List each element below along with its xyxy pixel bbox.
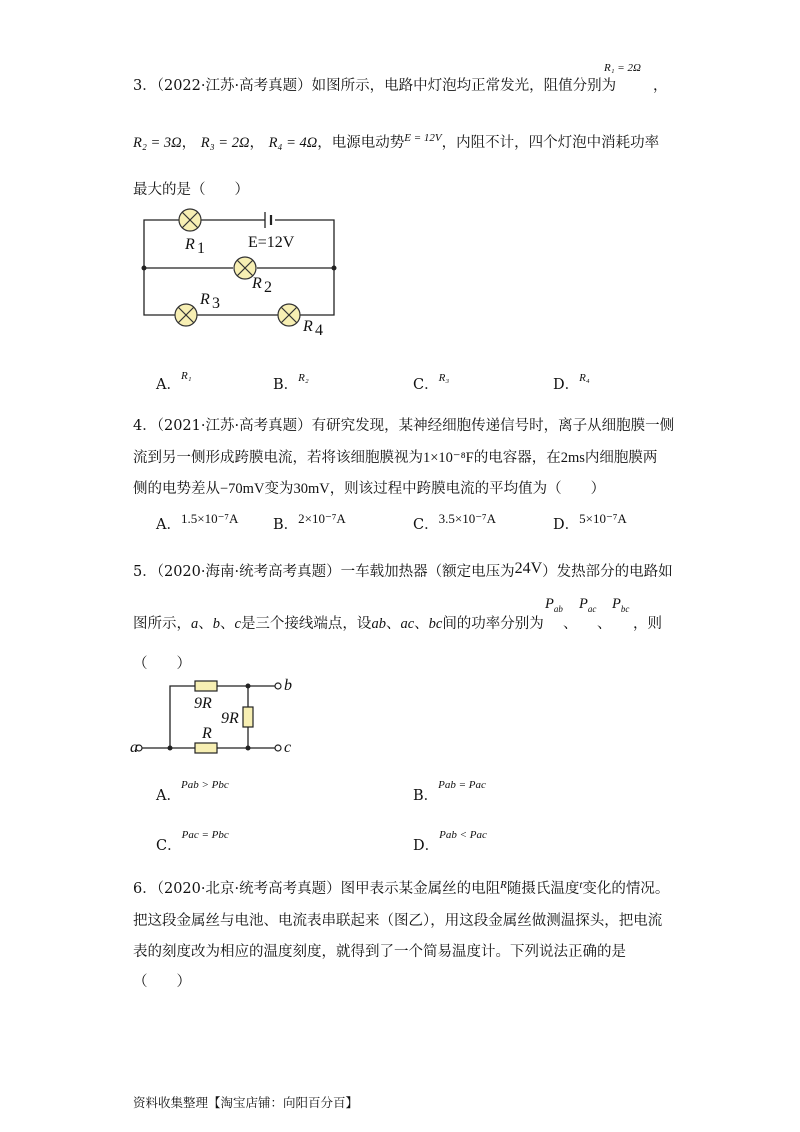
- q6-line1: 6．（2020·北京·统考高考真题）图甲表示某金属丝的电阻$^R$随摄氏温度$^t$变化的情况。: [133, 879, 670, 897]
- q5-sep-a: 、: [563, 616, 578, 632]
- q6-line4: （ ）: [133, 974, 191, 990]
- q4-capacitance: 1×10⁻⁸F: [423, 450, 474, 466]
- q3-label-r4-sub: 4: [315, 322, 323, 335]
- q3-emf: E = 12V: [404, 132, 442, 144]
- q3-comma: ，: [653, 78, 668, 94]
- q3-option-d[interactable]: D．$^{R_4}$: [553, 372, 590, 393]
- q3-lamp-r4: [278, 304, 300, 326]
- q3-end: ，内阻不计，四个灯泡中消耗功率: [441, 135, 660, 151]
- q6-line3: 表的刻度改为相应的温度刻度，就得到了一个简易温度计。下列说法正确的是: [133, 944, 626, 960]
- q3-option-c[interactable]: C．$^{R_3}$: [413, 372, 450, 393]
- q5-pac: $P_{ac}$: [579, 596, 597, 614]
- q3-option-b[interactable]: B．$^{R_2}$: [273, 372, 309, 393]
- q5-pbc: $P_{bc}$: [612, 596, 630, 614]
- q5-label-9r-top: 9R: [194, 695, 212, 712]
- q4-line1: 4．（2021·江苏·高考真题）有研究发现，某神经细胞传递信号时，离子从细胞膜一侧: [133, 418, 675, 434]
- q3-label-r1-sub: 1: [197, 240, 205, 257]
- q4-v1: −70mV: [220, 481, 265, 497]
- q4-v2: 30mV: [293, 481, 330, 497]
- q3-line3: 最大的是（ ）: [133, 182, 249, 198]
- q5-pab: $P_{ab}$: [545, 596, 563, 614]
- q4-line2: 流到另一侧形成跨膜电流，若将该细胞膜视为1×10⁻⁸F的电容器，在2ms内细胞膜两: [133, 450, 658, 466]
- q5-voltage: 24V: [514, 560, 543, 577]
- q3-line1: [133, 74, 616, 95]
- q5-terminal-a: a: [130, 739, 138, 756]
- q5-terminal-b: b: [284, 677, 292, 694]
- q3-r1-eq: R₁ = 2Ω: [604, 62, 641, 74]
- q3-label-emf: E=12V: [248, 234, 295, 251]
- q3-label-r3: R: [200, 291, 210, 308]
- q3-battery: [265, 212, 271, 228]
- q5-option-c[interactable]: C．$^{Pac = Pbc}$: [156, 829, 229, 854]
- q6-line2: 把这段金属丝与电池、电流表串联起来（图乙），用这段金属丝做测温探头，把电流: [133, 913, 663, 929]
- q4-option-b[interactable]: B．2×10⁻⁷A: [273, 511, 346, 533]
- q4-option-a[interactable]: A．1.5×10⁻⁷A: [156, 511, 239, 533]
- q3-r3-eq: R₃ = 2Ω: [200, 135, 250, 151]
- q3-label-r1: R: [185, 236, 195, 253]
- q3-label-r4: R: [303, 318, 313, 335]
- q3-mid: ，电源电动势: [317, 135, 405, 151]
- q5-resistor-9r-side: [243, 707, 253, 727]
- q5-terminal-c: c: [284, 739, 292, 756]
- q3-line2: R₂ = 3Ω， R₃ = 2Ω， R₄ = 4Ω，电源电动势$^{E = 12V}$，内阻不计，四个灯泡中消耗功率: [133, 132, 660, 151]
- q5-resistor-r: [195, 743, 217, 753]
- q3-lamp-r1: [179, 209, 201, 231]
- q3-label-r2: R: [252, 275, 262, 292]
- footer-text: 资料收集整理【淘宝店铺：向阳百分百】: [133, 1095, 359, 1110]
- q3-text: 3．（2022·江苏·高考真题）如图所示，电路中灯泡均正常发光，阻值分别为: [133, 78, 617, 94]
- q3-label-r3-sub: 3: [212, 295, 220, 312]
- q5-resistor-9r-top: [195, 681, 217, 691]
- q5-line2: 图所示，a、b、c是三个接线端点，设ab、ac、bc间的功率分别为: [133, 616, 544, 632]
- q3-circuit: [130, 200, 350, 335]
- q4-time: 2ms: [560, 450, 585, 466]
- q5-circuit: [130, 672, 300, 762]
- q5-option-d[interactable]: D．$^{Pab < Pac}$: [413, 829, 487, 854]
- q5-line3: （ ）: [133, 656, 191, 672]
- q5-label-r: R: [202, 725, 212, 742]
- q3-r2-eq: R₂ = 3Ω: [133, 135, 182, 151]
- q4-option-c[interactable]: C．3.5×10⁻⁷A: [413, 511, 496, 533]
- q5-line1: 5．（2020·海南·统考高考真题）一车载加热器（额定电压为24V）发热部分的电路如: [133, 560, 673, 580]
- q5-end: ，则: [633, 616, 662, 632]
- q3-label-r2-sub: 2: [264, 279, 272, 296]
- q5-option-a[interactable]: A．$^{Pab > Pbc}$: [156, 779, 229, 804]
- q3-r4-eq: R₄ = 4Ω: [268, 135, 318, 151]
- q3-lamp-r3: [175, 304, 197, 326]
- q5-sep-b: 、: [597, 616, 612, 632]
- q5-label-9r-side: 9R: [221, 710, 239, 727]
- q3-option-a[interactable]: A．$^{R_1}$: [156, 370, 192, 393]
- q4-option-d[interactable]: D．5×10⁻⁷A: [553, 511, 627, 533]
- q5-option-b[interactable]: B．$^{Pab = Pac}$: [413, 779, 486, 804]
- q4-line3: 侧的电势差从−70mV变为30mV，则该过程中跨膜电流的平均值为（ ）: [133, 481, 606, 497]
